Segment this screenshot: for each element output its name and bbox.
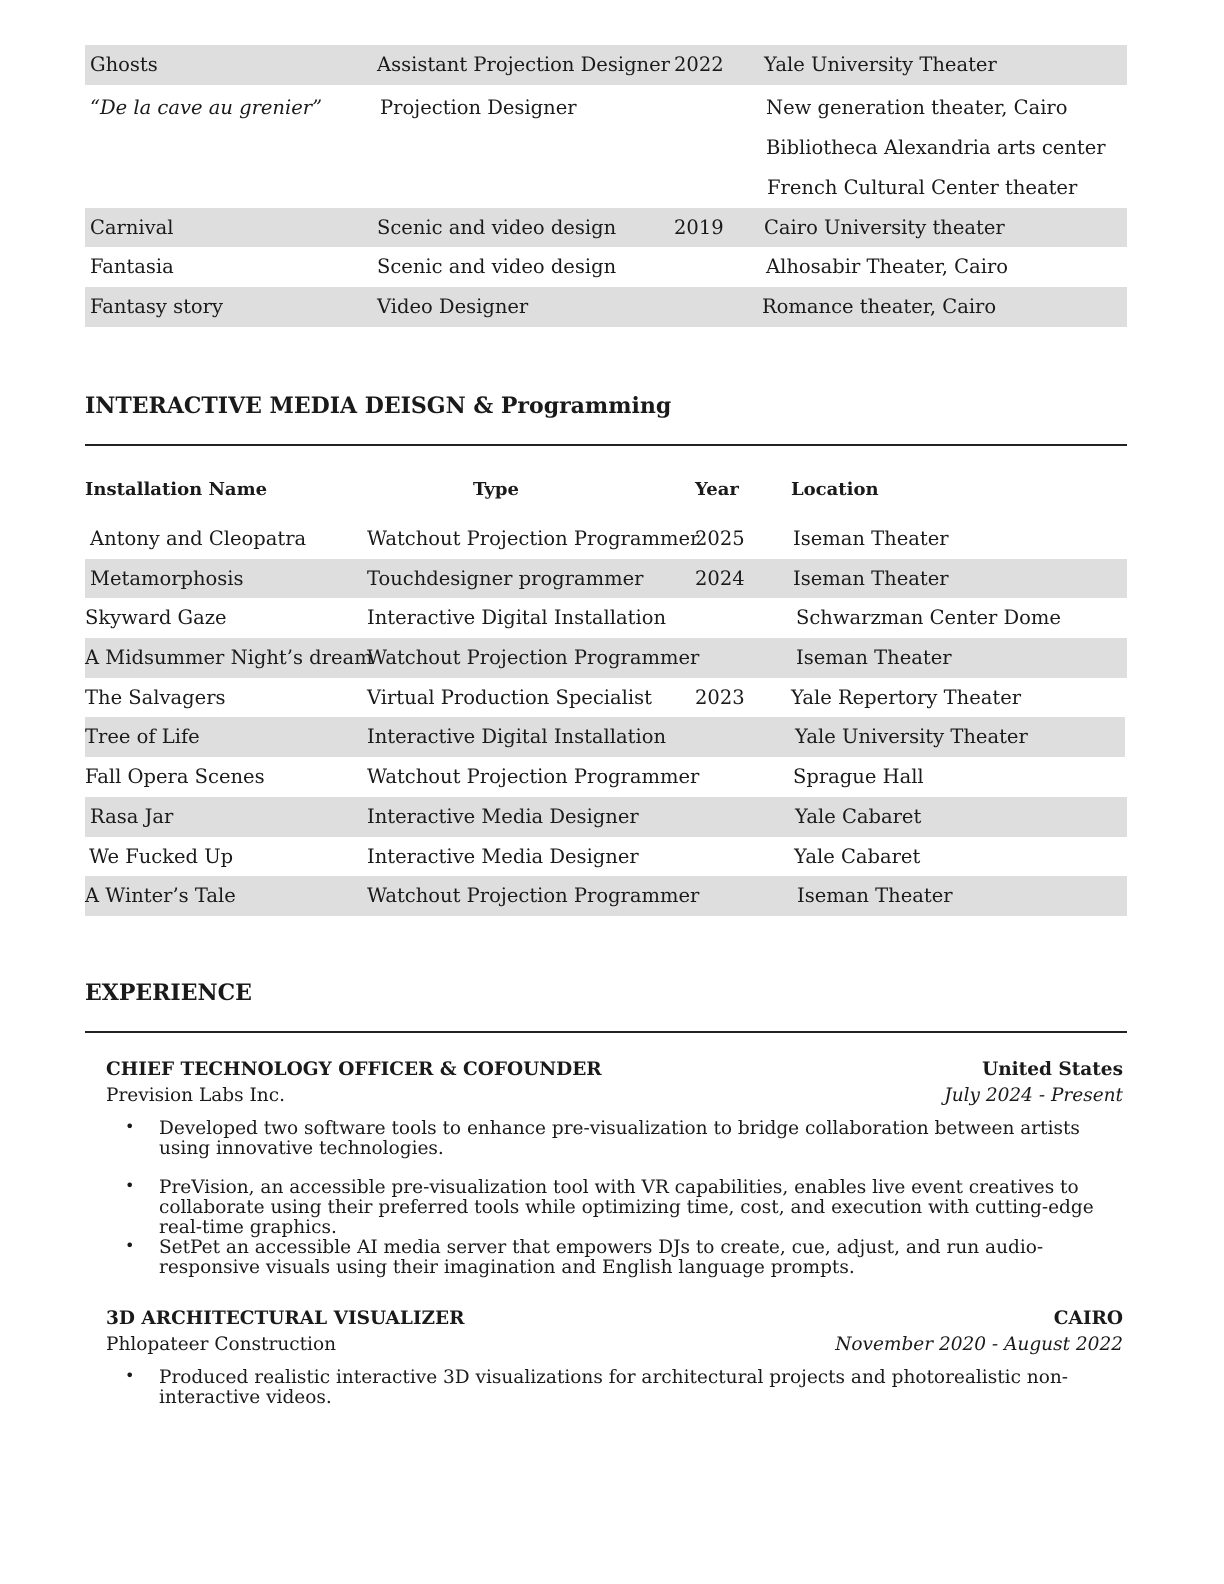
table-row <box>85 519 1127 559</box>
production-role: Scenic and video design <box>377 255 617 279</box>
bullet-icon: • <box>125 1366 135 1385</box>
installation-location: Yale Repertory Theater <box>791 685 1022 709</box>
production-location: Romance theater, Cairo <box>762 295 997 319</box>
interactive-media-table <box>85 519 1127 916</box>
installation-location: Yale Cabaret <box>795 804 922 828</box>
table-row <box>85 797 1127 837</box>
production-year: 2022 <box>674 53 724 76</box>
installation-year: 2023 <box>695 685 745 709</box>
job-dates: July 2024 - Present <box>944 1085 1123 1106</box>
table-row <box>85 876 1127 916</box>
production-name: Carnival <box>90 215 174 239</box>
bullet-item <box>125 1119 1120 1159</box>
production-location: French Cultural Center theater <box>767 175 1078 199</box>
production-location: New generation theater, Cairo <box>766 95 1068 119</box>
installation-year: 2024 <box>695 566 745 590</box>
production-name: Ghosts <box>90 53 158 76</box>
section-divider <box>85 444 1127 446</box>
installation-type: Watchout Projection Programmer <box>367 527 700 550</box>
bullet-item <box>125 1178 1120 1238</box>
installation-type: Interactive Media Designer <box>367 844 639 868</box>
installation-name: Antony and Cleopatra <box>90 527 307 550</box>
production-name: “De la cave au grenier” <box>90 95 323 119</box>
section-divider <box>85 1031 1127 1033</box>
table-row <box>85 559 1127 599</box>
job-location: United States <box>982 1059 1123 1080</box>
table-row <box>85 717 1125 757</box>
company-name: Phlopateer Construction <box>106 1334 337 1355</box>
table-row <box>85 85 1127 208</box>
installation-name: Metamorphosis <box>90 566 244 590</box>
installation-location: Yale Cabaret <box>794 844 921 868</box>
job-location: CAIRO <box>1053 1308 1123 1329</box>
column-header-year: Year <box>695 479 739 500</box>
installation-name: Skyward Gaze <box>85 606 227 630</box>
production-role: Video Designer <box>377 295 529 319</box>
installation-name: We Fucked Up <box>89 844 234 868</box>
production-location: Bibliotheca Alexandria arts center <box>766 135 1106 159</box>
bullet-text: Developed two software tools to enhance pre-visualization to bridge collaboration between artists using innovative technologies. <box>159 1118 1080 1159</box>
installation-location: Schwarzman Center Dome <box>796 606 1061 630</box>
table-row <box>85 247 1127 287</box>
bullet-text: PreVision, an accessible pre-visualization tool with VR capabilities, enables live event creatives to collaborate using their preferred tools while optimizing time, cost, and execution with cutting-edge real-time graphics. <box>159 1177 1094 1238</box>
production-role: Projection Designer <box>380 95 577 119</box>
interactive-section-title: INTERACTIVE MEDIA DEISGN & Programming <box>85 393 672 419</box>
production-location: Alhosabir Theater, Cairo <box>766 255 1009 279</box>
installation-type: Watchout Projection Programmer <box>367 884 700 908</box>
bullet-text: Produced realistic interactive 3D visualizations for architectural projects and photorealistic non-interactive videos. <box>159 1367 1069 1408</box>
job-title: CHIEF TECHNOLOGY OFFICER & COFOUNDER <box>106 1059 602 1080</box>
installation-name: The Salvagers <box>85 685 226 709</box>
bullet-icon: • <box>125 1117 135 1136</box>
bullet-item <box>125 1238 1120 1278</box>
installation-year: 2025 <box>695 527 745 550</box>
production-role: Assistant Projection Designer <box>377 53 670 76</box>
bullet-text: SetPet an accessible AI media server that empowers DJs to create, cue, adjust, and run audio-responsive visuals using their imagination and English language prompts. <box>159 1237 1044 1278</box>
table-row <box>85 678 1127 718</box>
installation-location: Iseman Theater <box>796 646 952 670</box>
installation-type: Touchdesigner programmer <box>367 566 644 590</box>
table-row <box>85 598 1127 638</box>
installation-name: Fall Opera Scenes <box>85 765 265 789</box>
installation-location: Iseman Theater <box>797 884 953 908</box>
installation-location: Iseman Theater <box>793 527 949 550</box>
experience-section-title: EXPERIENCE <box>85 980 252 1006</box>
production-role: Scenic and video design <box>377 215 617 239</box>
production-table <box>85 45 1127 327</box>
production-name: Fantasy story <box>90 295 223 319</box>
installation-location: Sprague Hall <box>793 765 924 789</box>
installation-location: Iseman Theater <box>793 566 949 590</box>
production-name: Fantasia <box>90 255 174 279</box>
column-header-location: Location <box>791 479 879 500</box>
production-year: 2019 <box>674 215 724 239</box>
column-header-installation-name: Installation Name <box>85 479 268 500</box>
table-row <box>85 208 1127 248</box>
table-row <box>85 287 1127 327</box>
bullet-item <box>125 1368 1120 1408</box>
installation-type: Interactive Media Designer <box>367 804 639 828</box>
installation-type: Interactive Digital Installation <box>367 725 667 749</box>
installation-name: A Winter’s Tale <box>85 884 236 908</box>
installation-location: Yale University Theater <box>795 725 1028 749</box>
production-location: Yale University Theater <box>764 53 997 76</box>
bullet-icon: • <box>125 1176 135 1195</box>
table-row <box>85 638 1127 678</box>
job-dates: November 2020 - August 2022 <box>835 1334 1123 1355</box>
table-row <box>85 757 1127 797</box>
column-header-type: Type <box>473 479 519 500</box>
installation-name: Tree of Life <box>85 725 200 749</box>
installation-name: Rasa Jar <box>90 804 174 828</box>
bullet-icon: • <box>125 1236 135 1255</box>
installation-type: Watchout Projection Programmer <box>367 646 700 670</box>
job-title: 3D ARCHITECTURAL VISUALIZER <box>106 1308 465 1329</box>
company-name: Prevision Labs Inc. <box>106 1085 285 1106</box>
installation-type: Watchout Projection Programmer <box>367 765 700 789</box>
table-row <box>85 45 1127 85</box>
table-row <box>85 837 1127 877</box>
installation-type: Interactive Digital Installation <box>367 606 667 630</box>
installation-name: A Midsummer Night’s dream <box>85 646 373 670</box>
installation-type: Virtual Production Specialist <box>367 685 652 709</box>
production-location: Cairo University theater <box>764 215 1005 239</box>
